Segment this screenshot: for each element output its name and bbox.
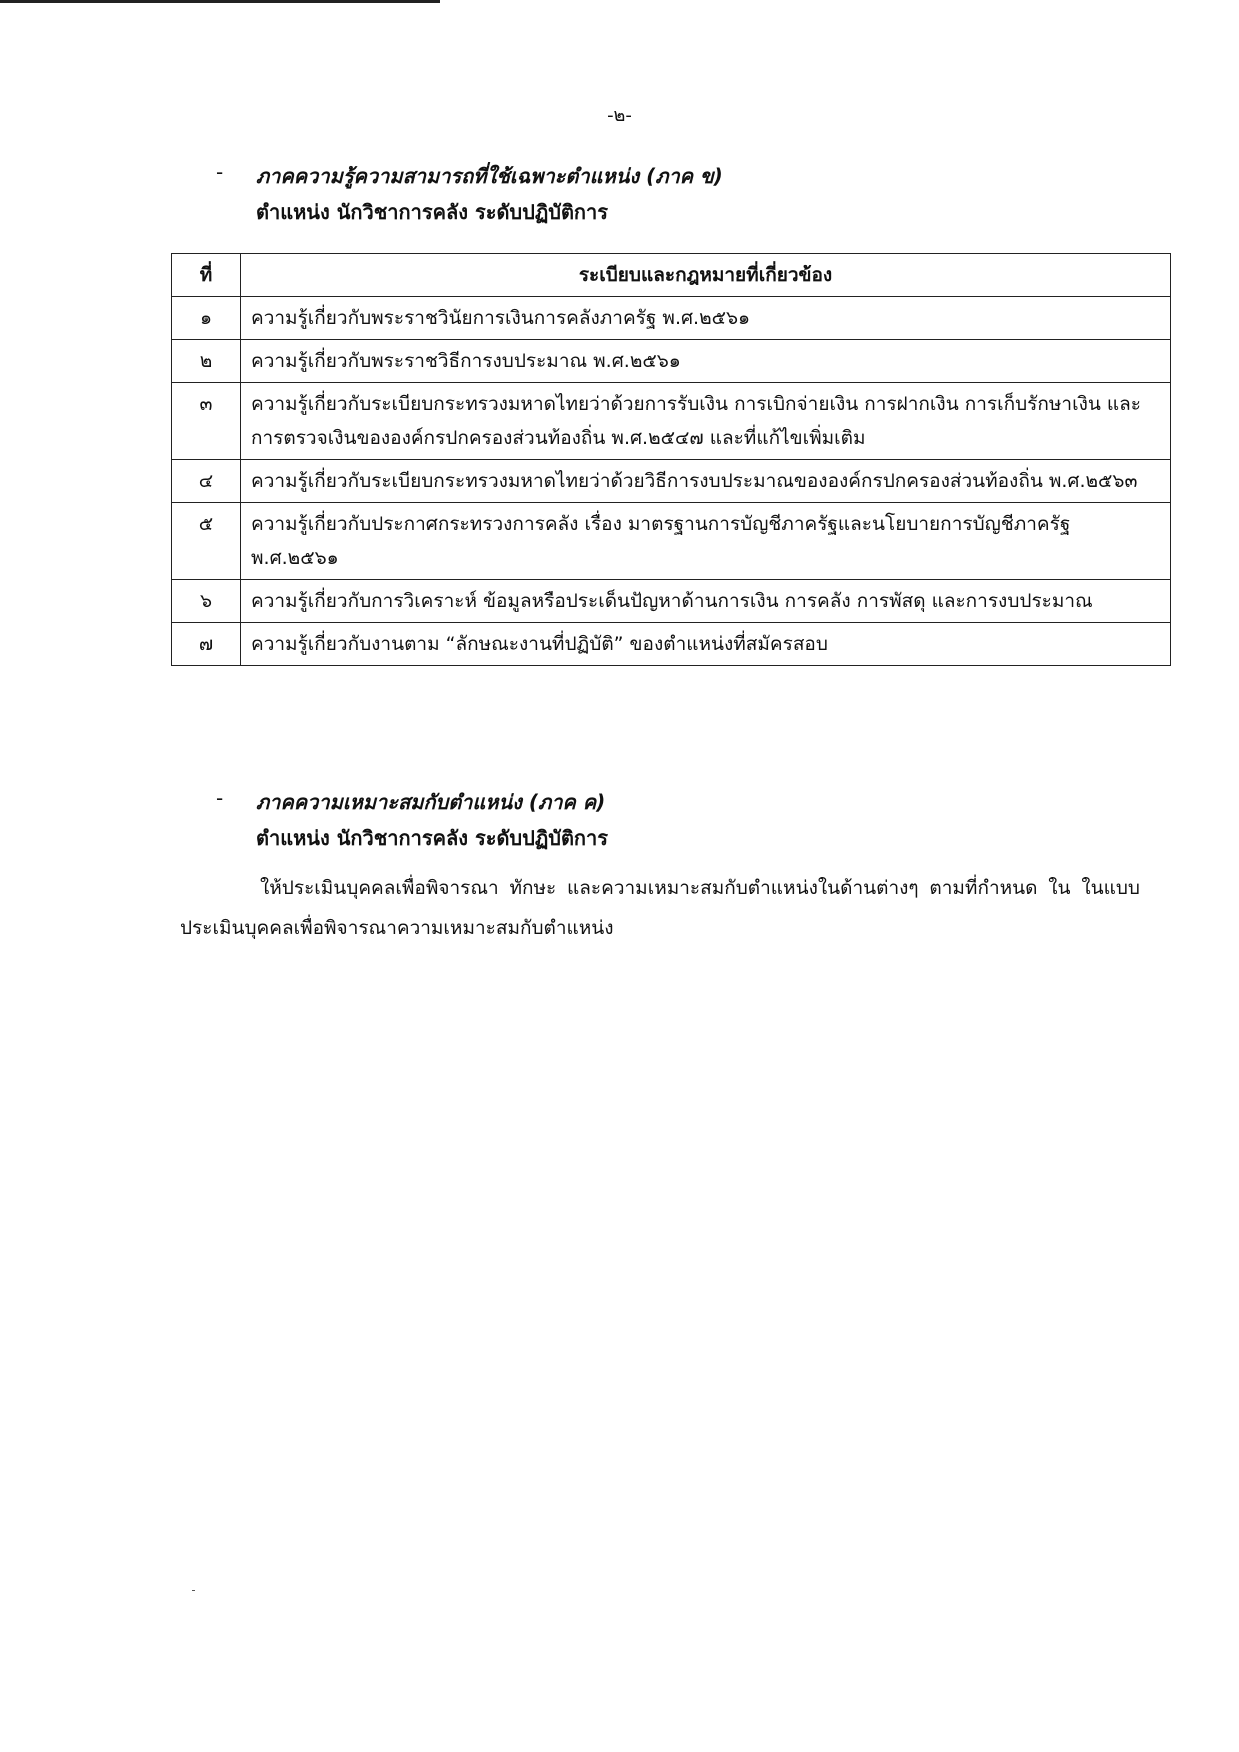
section-b-position: ตำแหน่ง นักวิชาการคลัง ระดับปฏิบัติการ <box>256 200 609 224</box>
table-header-row <box>172 254 1171 297</box>
section-b-dash: - <box>216 160 224 184</box>
row-number: ๗ <box>172 623 241 666</box>
page-number: -๒- <box>607 105 632 126</box>
table-row <box>172 580 1171 623</box>
section-c-dash: - <box>216 786 224 810</box>
assessment-paragraph: ให้ประเมินบุคคลเพื่อพิจารณา ทักษะ และความเหมาะสมกับตำแหน่งในด้านต่างๆ ตามที่กำหนด ใน ในแบบประเมินบุคคลเพื่อพิจารณาความเหมาะสมกับตำแหน่ง <box>180 877 1140 939</box>
scan-speck <box>192 1590 195 1591</box>
regulations-table <box>171 253 1171 666</box>
row-number: ๔ <box>172 460 241 503</box>
table-row <box>172 340 1171 383</box>
table-row <box>172 623 1171 666</box>
top-edge-rule <box>0 0 440 3</box>
table-row <box>172 503 1171 580</box>
section-b-title: ภาคความรู้ความสามารถที่ใช้เฉพาะตำแหน่ง (ภาค ข) <box>256 164 723 188</box>
row-text: ความรู้เกี่ยวกับการวิเคราะห์ ข้อมูลหรือประเด็นปัญหาด้านการเงิน การคลัง การพัสดุ และการงบประมาณ <box>241 580 1171 623</box>
row-number: ๖ <box>172 580 241 623</box>
row-number: ๓ <box>172 383 241 460</box>
row-text: ความรู้เกี่ยวกับระเบียบกระทรวงมหาดไทยว่าด้วยวิธีการงบประมาณขององค์กรปกครองส่วนท้องถิ่น พ.ศ.๒๕๖๓ <box>241 460 1171 503</box>
section-c-title: ภาคความเหมาะสมกับตำแหน่ง (ภาค ค) <box>256 790 606 814</box>
section-c-position: ตำแหน่ง นักวิชาการคลัง ระดับปฏิบัติการ <box>256 826 609 850</box>
row-text: ความรู้เกี่ยวกับพระราชวินัยการเงินการคลังภาครัฐ พ.ศ.๒๕๖๑ <box>241 297 1171 340</box>
section-b-heading <box>216 160 723 192</box>
header-regulations: ระเบียบและกฎหมายที่เกี่ยวข้อง <box>241 254 1171 297</box>
table-row <box>172 297 1171 340</box>
table-row <box>172 460 1171 503</box>
row-text: ความรู้เกี่ยวกับระเบียบกระทรวงมหาดไทยว่าด้วยการรับเงิน การเบิกจ่ายเงิน การฝากเงิน การเก็บรักษาเงิน และการตรวจเงินขององค์กรปกครองส่วนท้องถิ่น พ.ศ.๒๕๔๗ และที่แก้ไขเพิ่มเติม <box>241 383 1171 460</box>
row-number: ๒ <box>172 340 241 383</box>
row-text: ความรู้เกี่ยวกับประกาศกระทรวงการคลัง เรื่อง มาตรฐานการบัญชีภาครัฐและนโยบายการบัญชีภาครัฐ พ.ศ.๒๕๖๑ <box>241 503 1171 580</box>
row-text: ความรู้เกี่ยวกับงานตาม “ลักษณะงานที่ปฏิบัติ” ของตำแหน่งที่สมัครสอบ <box>241 623 1171 666</box>
row-number: ๕ <box>172 503 241 580</box>
row-text: ความรู้เกี่ยวกับพระราชวิธีการงบประมาณ พ.ศ.๒๕๖๑ <box>241 340 1171 383</box>
table-row <box>172 383 1171 460</box>
section-c-heading <box>216 786 606 818</box>
header-no: ที่ <box>172 254 241 297</box>
row-number: ๑ <box>172 297 241 340</box>
